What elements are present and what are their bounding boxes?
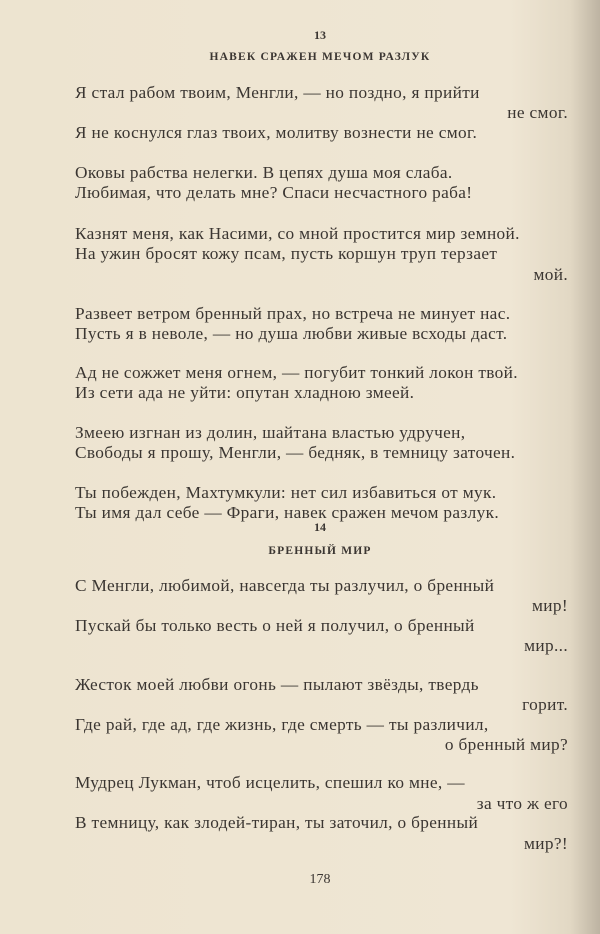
poem-line: Пусть я в неволе, — но душа любви живые всходы даст. <box>75 324 508 343</box>
poem-line: Ты имя дал себе — Фраги, навек сражен мечом разлук. <box>75 503 499 522</box>
poem-line: На ужин бросят кожу псам, пусть коршун труп терзает <box>75 244 498 263</box>
poem-line: горит. <box>522 695 568 714</box>
poem-14-title: БРЕННЫЙ МИР <box>268 545 372 557</box>
poem-line: за что ж его <box>476 794 568 813</box>
poem-line: Оковы рабства нелегки. В цепях душа моя слаба. <box>75 163 453 182</box>
poem-line: Ад не сожжет меня огнем, — погубит тонкий локон твой. <box>75 363 518 382</box>
poem-line: Я стал рабом твоим, Менгли, — но поздно, я прийти <box>75 83 480 102</box>
page-number: 178 <box>309 872 331 887</box>
poem-line: В темницу, как злодей-тиран, ты заточил, о бренный <box>75 813 479 832</box>
poem-line: мир?! <box>524 834 568 853</box>
poem-14-number: 14 <box>314 520 326 534</box>
poem-13-number: 13 <box>314 28 326 42</box>
poem-line: мир... <box>524 636 568 655</box>
poem-line: Пускай бы только весть о ней я получил, о бренный <box>75 616 475 635</box>
poem-line: Из сети ада не уйти: опутан хладною змеей. <box>75 383 415 402</box>
poem-line: Ты побежден, Махтумкули: нет сил избавиться от мук. <box>75 483 497 502</box>
poem-line: Я не коснулся глаз твоих, молитву вознести не смог. <box>75 123 478 142</box>
poem-line: Казнят меня, как Насими, со мной простится мир земной. <box>75 224 520 243</box>
poem-line: Мудрец Лукман, чтоб исцелить, спешил ко мне, — <box>75 773 465 792</box>
poem-line: мой. <box>533 265 568 284</box>
poem-13-title: НАВЕК СРАЖЕН МЕЧОМ РАЗЛУК <box>209 51 431 63</box>
poem-line: С Менгли, любимой, навсегда ты разлучил, о бренный <box>75 576 495 595</box>
poem-line: не смог. <box>507 103 568 122</box>
poem-line: Развеет ветром бренный прах, но встреча не минует нас. <box>75 304 511 323</box>
poem-line: Где рай, где ад, где жизнь, где смерть — ты различил, <box>75 715 489 734</box>
poem-line: Жесток моей любви огонь — пылают звёзды, твердь <box>75 675 479 694</box>
poem-line: о бренный мир? <box>444 735 568 754</box>
poem-line: мир! <box>532 596 568 615</box>
poem-line: Свободы я прошу, Менгли, — бедняк, в темницу заточен. <box>75 443 516 462</box>
poem-line: Любимая, что делать мне? Спаси несчастного раба! <box>75 183 473 202</box>
poem-line: Змеею изгнан из долин, шайтана властью удручен, <box>75 423 466 442</box>
